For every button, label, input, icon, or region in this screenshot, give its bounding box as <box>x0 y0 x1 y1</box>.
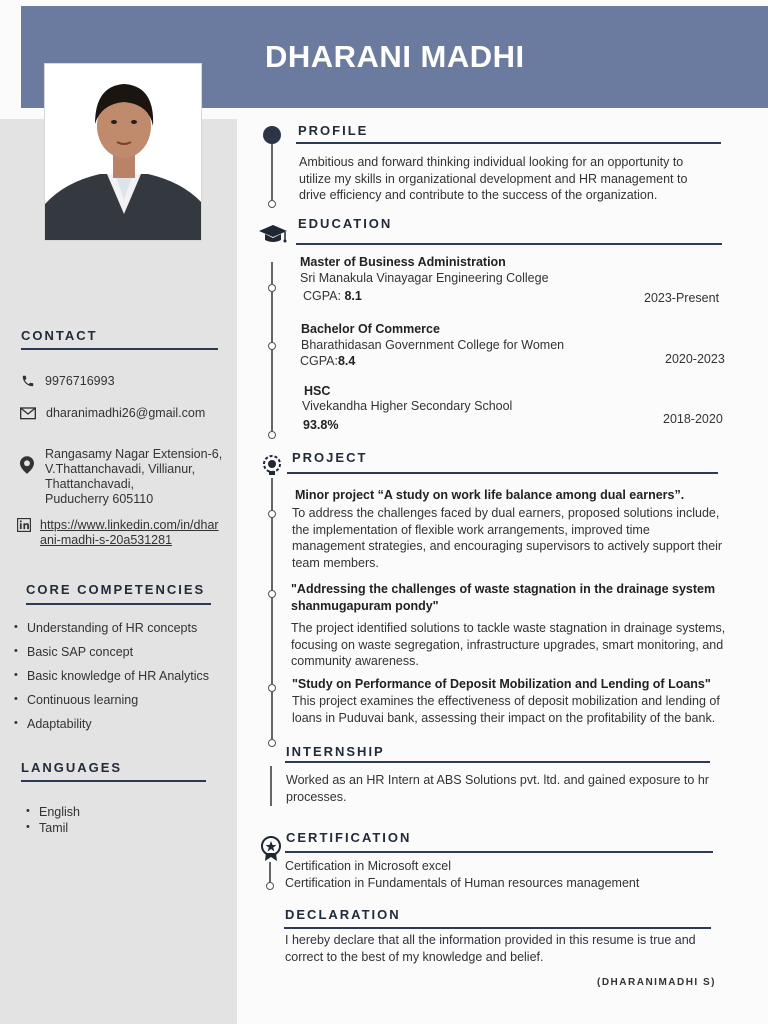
education-school: Vivekandha Higher Secondary School <box>302 399 513 413</box>
education-degree: HSC <box>304 384 331 398</box>
languages-heading: LANGUAGES <box>21 760 123 775</box>
profile-heading: PROFILE <box>298 123 369 138</box>
certification-heading: CERTIFICATION <box>286 830 412 845</box>
internship-timeline <box>270 766 272 806</box>
timeline-node <box>268 284 276 292</box>
certification-item: Certification in Fundamentals of Human resources management <box>285 876 640 890</box>
declaration-line: correct to the best of my knowledge and belief. <box>285 949 544 964</box>
timeline-node <box>268 200 276 208</box>
signature-name: (DHARANIMADHI S) <box>597 977 716 988</box>
project-title-line: "Addressing the challenges of waste stagnation in the drainage system <box>291 582 716 596</box>
sidebar <box>0 119 237 1024</box>
score-value: 8.1 <box>344 289 362 303</box>
competencies-heading: CORE COMPETENCIES <box>26 582 206 597</box>
address <box>45 447 222 507</box>
project-line: To address the challenges faced by dual earners, proposed solutions include, <box>292 506 720 520</box>
project-line: the implementation of flexible work arrangements, improved time <box>292 522 650 537</box>
linkedin-icon <box>17 518 33 534</box>
education-score <box>300 353 355 370</box>
score-label: CGPA: <box>303 289 345 303</box>
score-label: CGPA: <box>300 354 338 368</box>
certification-timeline <box>269 862 271 884</box>
project-description <box>292 693 742 726</box>
timeline-node <box>266 882 274 890</box>
location-pin-icon <box>20 456 36 472</box>
languages-rule <box>21 780 206 782</box>
timeline-node <box>268 510 276 518</box>
competency-item: • Adaptability <box>27 717 92 731</box>
education-school: Sri Manakula Vinayagar Engineering College <box>300 271 549 285</box>
project-heading: PROJECT <box>292 450 368 465</box>
timeline-node <box>268 590 276 598</box>
certification-rule <box>285 851 713 853</box>
email-icon <box>20 407 36 423</box>
contact-rule <box>21 348 218 350</box>
project-line: focusing on waste segregation, infrastructure upgrades, smart monitoring, and <box>291 637 724 652</box>
project-line: loans in Puduvai bank, assessing their impact on the profitability of the bank. <box>292 710 716 725</box>
address-line: Thattanchavadi, <box>45 477 134 491</box>
email-address[interactable]: dharanimadhi26@gmail.com <box>46 406 206 420</box>
project-line: team members. <box>292 555 379 570</box>
declaration-rule <box>284 927 711 929</box>
project-description <box>292 505 742 571</box>
address-line: Rangasamy Nagar Extension-6, <box>45 447 223 461</box>
certificate-badge-icon <box>260 836 282 867</box>
education-years: 2023-Present <box>644 291 720 305</box>
education-heading: EDUCATION <box>298 216 393 231</box>
profile-line: utilize my skills in organizational development and HR management to <box>299 171 688 186</box>
profile-summary <box>299 154 724 204</box>
linkedin-link[interactable] <box>40 518 219 548</box>
phone-icon <box>21 374 37 390</box>
profile-line: drive efficiency and contribute to the success of the organization. <box>299 188 658 202</box>
education-degree: Master of Business Administration <box>300 255 506 269</box>
competency-item: • Basic knowledge of HR Analytics <box>27 669 209 683</box>
profile-rule <box>296 142 721 144</box>
contact-heading: CONTACT <box>21 328 98 343</box>
education-school: Bharathidasan Government College for Women <box>301 338 565 352</box>
education-score <box>303 288 362 305</box>
profile-timeline <box>271 144 273 202</box>
address-line: Puducherry 605110 <box>45 492 154 506</box>
project-description <box>291 620 746 670</box>
timeline-node <box>268 342 276 350</box>
address-line: V.Thattanchavadi, Villianur, <box>45 462 196 476</box>
project-line: The project identified solutions to tackle waste stagnation in drainage systems, <box>291 621 726 635</box>
project-title: Minor project “A study on work life balance among dual earners”. <box>295 488 685 502</box>
internship-line: Worked as an HR Intern at ABS Solutions pvt. ltd. and gained exposure to hr <box>286 773 709 787</box>
competency-item: • Continuous learning <box>27 693 138 707</box>
internship-description <box>286 772 731 805</box>
education-score: 93.8% <box>303 418 339 432</box>
internship-line: processes. <box>286 789 347 804</box>
timeline-node <box>268 684 276 692</box>
education-degree: Bachelor Of Commerce <box>301 322 440 336</box>
education-years: 2020-2023 <box>665 352 725 366</box>
certification-item: Certification in Microsoft excel <box>285 859 452 873</box>
internship-heading: INTERNSHIP <box>286 744 385 759</box>
project-line: management strategies, and encouraging supervisors to actively support their <box>292 539 723 553</box>
timeline-node <box>268 739 276 747</box>
score-value: 8.4 <box>337 354 356 368</box>
competency-item: • Understanding of HR concepts <box>27 621 197 635</box>
project-title: "Study on Performance of Deposit Mobilization and Lending of Loans" <box>292 677 711 691</box>
linkedin-url-line[interactable]: https://www.linkedin.com/in/dhar <box>40 518 219 532</box>
graduation-cap-icon <box>258 223 288 250</box>
phone-number[interactable]: 9976716993 <box>45 374 115 388</box>
project-title <box>291 581 741 614</box>
competencies-rule <box>26 603 211 605</box>
education-rule <box>296 243 722 245</box>
project-line: This project examines the effectiveness of deposit mobilization and lending of <box>292 694 720 708</box>
project-title-line: shanmugapuram pondy" <box>291 598 439 613</box>
internship-rule <box>285 761 710 763</box>
language-item: • English <box>39 805 80 819</box>
language-item: • Tamil <box>39 821 68 835</box>
declaration-line: I hereby declare that all the information provided in this resume is true and <box>285 933 696 947</box>
project-rule <box>287 472 718 474</box>
competency-item: • Basic SAP concept <box>27 645 133 659</box>
declaration-heading: DECLARATION <box>285 907 401 922</box>
profile-dot-icon <box>263 126 281 144</box>
declaration-text <box>285 932 725 965</box>
education-years: 2018-2020 <box>663 412 723 426</box>
candidate-name: DHARANI MADHI <box>265 39 525 74</box>
timeline-node <box>268 431 276 439</box>
project-line: community awareness. <box>291 654 419 668</box>
profile-photo <box>44 63 202 241</box>
profile-line: Ambitious and forward thinking individual looking for an opportunity to <box>299 155 684 169</box>
linkedin-url-line[interactable]: ani-madhi-s-20a531281 <box>40 533 173 547</box>
